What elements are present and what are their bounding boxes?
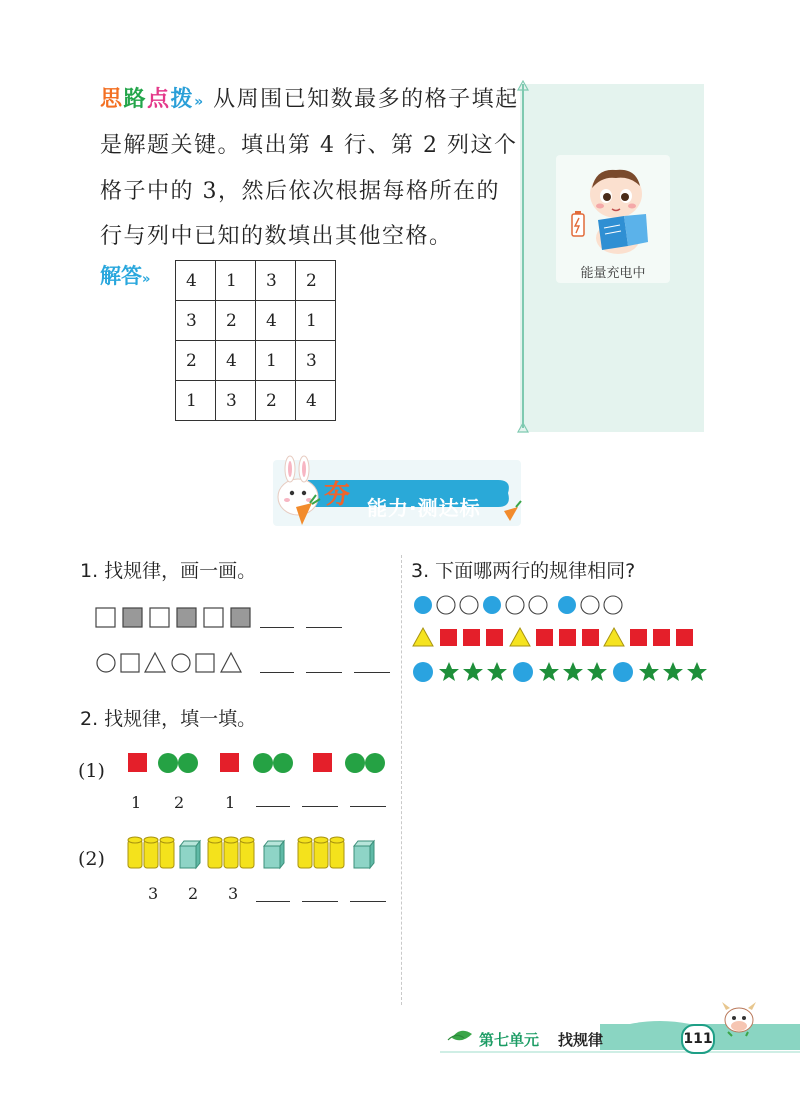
blue-circle-icon: [613, 662, 633, 682]
red-square-icon: [676, 629, 693, 646]
footer-unit: 第七单元: [479, 1031, 540, 1049]
grid-cell: 1: [256, 341, 296, 381]
q3-title: 3. 下面哪两行的规律相同?: [411, 560, 636, 582]
q2-part2-blank[interactable]: [350, 901, 386, 902]
grid-cell: 1: [176, 381, 216, 421]
q1-row1-pattern: [94, 605, 349, 635]
square-icon: [121, 654, 139, 672]
white-circle-icon: [460, 596, 478, 614]
green-star-icon: [439, 662, 507, 681]
gray-square-icon: [123, 608, 142, 627]
grid-cell: 4: [216, 341, 256, 381]
grid-cell: 4: [256, 301, 296, 341]
circle-icon: [97, 654, 115, 672]
white-square-icon: [96, 608, 115, 627]
q1-blank[interactable]: [306, 627, 342, 628]
gray-square-icon: [231, 608, 250, 627]
red-square-icon: [463, 629, 480, 646]
gray-square-icon: [177, 608, 196, 627]
green-circle-icon: [158, 753, 178, 773]
triangle-icon: [145, 653, 165, 672]
hint-line-3: 格子中的 3，然后依次根据每格所在的: [100, 179, 500, 204]
page-number: 111: [681, 1024, 715, 1054]
side-top-arrow-icon: [517, 80, 529, 92]
grid-cell: 3: [176, 301, 216, 341]
q3-row2-pattern: [412, 626, 697, 650]
white-circle-icon: [581, 596, 599, 614]
hint-title-char-4: 拨: [170, 87, 195, 112]
answer-grid: [175, 260, 336, 421]
red-square-icon: [536, 629, 553, 646]
green-circle-icon: [253, 753, 273, 773]
square-icon: [196, 654, 214, 672]
grid-cell: 2: [176, 341, 216, 381]
green-circle-icon: [178, 753, 198, 773]
red-square-icon: [582, 629, 599, 646]
triangle-icon: [221, 653, 241, 672]
grid-cell: 3: [256, 261, 296, 301]
white-square-icon: [204, 608, 223, 627]
grid-cell: 4: [296, 381, 336, 421]
green-circle-icon: [365, 753, 385, 773]
red-square-icon: [486, 629, 503, 646]
grid-cell: 3: [216, 381, 256, 421]
banner-title: 能力·测达标: [367, 496, 481, 520]
q1-blank[interactable]: [260, 672, 294, 673]
svg-text:夯: 夯: [324, 480, 351, 510]
q2-part2-blank[interactable]: [302, 901, 338, 902]
q2-part2-pattern: [126, 834, 388, 874]
green-circle-icon: [345, 753, 365, 773]
white-circle-icon: [506, 596, 524, 614]
grid-cell: 3: [296, 341, 336, 381]
q1-blank[interactable]: [354, 672, 390, 673]
q1-title: 1. 找规律，画一画。: [80, 560, 257, 582]
green-circle-icon: [273, 753, 293, 773]
white-square-icon: [150, 608, 169, 627]
yellow-triangle-icon: [604, 628, 624, 646]
red-square-icon: [559, 629, 576, 646]
circle-icon: [172, 654, 190, 672]
q3-row3-pattern: [412, 660, 707, 686]
grid-cell: 1: [296, 301, 336, 341]
green-star-icon: [639, 662, 707, 681]
red-square-icon: [313, 753, 332, 772]
grid-row: [176, 381, 336, 421]
q2-part1-number: 1: [131, 793, 142, 812]
yellow-triangle-icon: [510, 628, 530, 646]
q1-blank[interactable]: [260, 627, 294, 628]
answer-label-text: 解答: [100, 264, 142, 288]
hint-line-1: [100, 82, 519, 113]
blue-circle-icon: [513, 662, 533, 682]
q2-title: 2. 找规律，填一填。: [80, 708, 257, 730]
side-bottom-arrow-icon: [517, 422, 529, 434]
white-circle-icon: [604, 596, 622, 614]
grid-cell: 2: [296, 261, 336, 301]
grid-cell: 2: [256, 381, 296, 421]
red-square-icon: [653, 629, 670, 646]
grid-row: [176, 301, 336, 341]
answer-label: 解答»: [100, 264, 151, 288]
yellow-triangle-icon: [413, 628, 433, 646]
blue-circle-icon: [413, 662, 433, 682]
red-square-icon: [440, 629, 457, 646]
grid-cell: 4: [176, 261, 216, 301]
q3-row1-pattern: [412, 594, 632, 618]
footer-topic: 找规律: [558, 1031, 604, 1049]
q2-part1-number: 1: [225, 793, 236, 812]
white-circle-icon: [437, 596, 455, 614]
q2-part1-blank[interactable]: [350, 806, 386, 807]
column-divider: [401, 555, 402, 1005]
q2-part2-label: (2): [78, 848, 105, 870]
q2-part1-label: (1): [78, 760, 105, 782]
blue-circle-icon: [483, 596, 501, 614]
hint-line-4: 行与列中已知的数填出其他空格。: [100, 224, 453, 249]
grid-row: [176, 261, 336, 301]
hint-title-char-2: 路: [123, 87, 148, 112]
hint-line-2: 是解题关键。填出第 4 行、第 2 列这个: [100, 133, 518, 158]
green-star-icon: [539, 662, 607, 681]
hint-title-arrow: »: [194, 94, 205, 110]
q2-part1-pattern: [126, 750, 388, 778]
reading-baby-icon: [566, 158, 666, 258]
q2-part2-number: 3: [148, 884, 159, 903]
grid-row: [176, 341, 336, 381]
blue-circle-icon: [414, 596, 432, 614]
blue-circle-icon: [558, 596, 576, 614]
red-square-icon: [128, 753, 147, 772]
red-square-icon: [220, 753, 239, 772]
q2-part2-number: 2: [188, 884, 199, 903]
hint-title-char-1: 思: [100, 87, 124, 112]
grid-cell: 1: [216, 261, 256, 301]
q2-part1-number: 2: [174, 793, 185, 812]
hint-title-char-3: 点: [147, 87, 171, 112]
red-square-icon: [630, 629, 647, 646]
q2-part1-blank[interactable]: [302, 806, 338, 807]
q1-row2-pattern: [94, 650, 264, 680]
side-panel-line: [522, 84, 524, 428]
white-circle-icon: [529, 596, 547, 614]
energy-label: 能量充电中: [580, 266, 646, 281]
q2-part1-blank[interactable]: [256, 806, 290, 807]
q1-blank[interactable]: [306, 672, 342, 673]
hint-text-1: 从周围已知数最多的格子填起: [213, 87, 519, 112]
grid-cell: 2: [216, 301, 256, 341]
q2-part2-number: 3: [228, 884, 239, 903]
calf-mascot-icon: [718, 996, 760, 1038]
q2-part2-blank[interactable]: [256, 901, 290, 902]
